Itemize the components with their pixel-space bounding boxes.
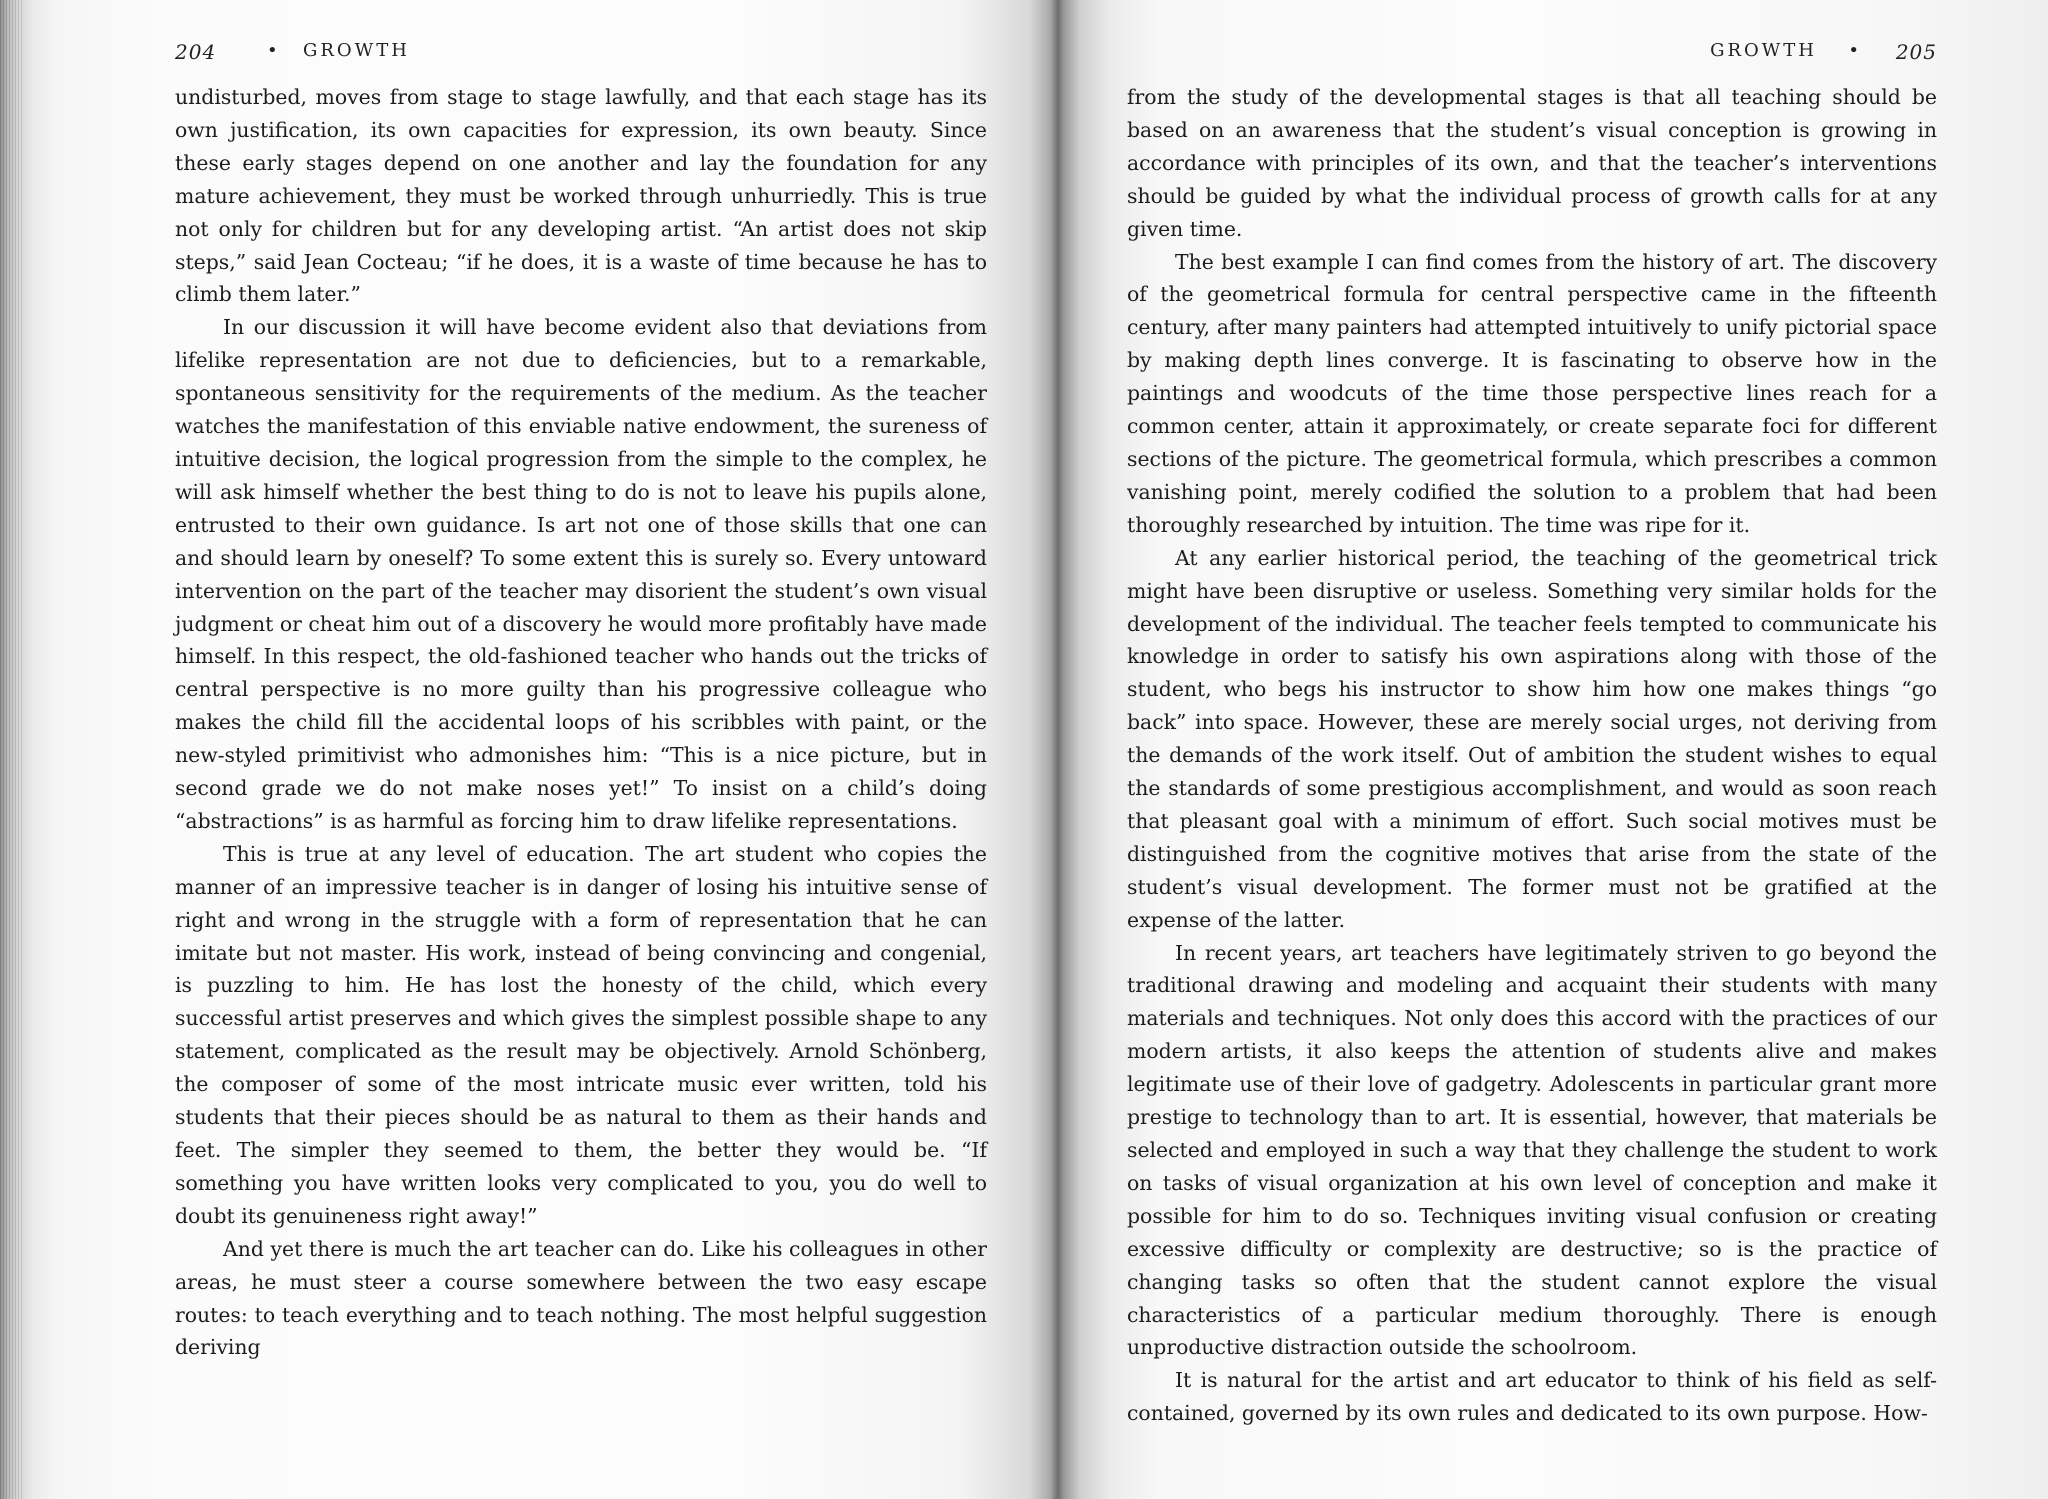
paragraph: In recent years, art teachers have legitimately striven to go beyond the traditional drawing and modeling and acquaint their students with many materials and techniques. Not only does this accord with the practices of our modern artists, it also keeps the attention of students alive and makes legitimate use of their love of gadgetry. Adolescents in particular grant more prestige to technology than to art. It is essential, however, that materials be selected and employed in such a way that they challenge the student to work on tasks of visual organization at his own level of conception and make it possible for him to do so. Techniques inviting visual confusion or creating excessive difficulty or complexity are destructive; so is the practice of changing tasks so often that the student cannot explore the visual characteristics of a particular medium thoroughly. There is enough unproductive distraction outside the schoolroom. bbox=[1127, 940, 1937, 1360]
running-head-left bbox=[175, 40, 987, 68]
page-number: 204 bbox=[175, 40, 217, 64]
paragraph: It is natural for the artist and art educator to think of his field as self-contained, governed by its own rules and dedicated to its own purpose. How- bbox=[1127, 1368, 1937, 1426]
paragraph: This is true at any level of education. The art student who copies the manner of an impressive teacher is in danger of losing his intuitive sense of right and wrong in the struggle with a form of representation that he can imitate but not master. His work, instead of being convincing and congenial, is puzzling to him. He has lost the honesty of the child, which every successful artist preserves and which gives the simplest possible shape to any statement, complicated as the result may be objectively. Arnold Schönberg, the composer of some of the most intricate music ever written, told his students that their pieces should be as natural to them as their hands and feet. The simpler they seemed to them, the better they would be. “If something you have written looks very complicated to you, you do well to doubt its genuineness right away!” bbox=[175, 841, 987, 1228]
page-stack-edge bbox=[0, 0, 22, 1499]
running-head-right bbox=[1127, 40, 1937, 68]
running-head-title: GROWTH bbox=[303, 40, 410, 61]
bullet-separator: • bbox=[267, 40, 281, 61]
paragraph: The best example I can find comes from the history of art. The discovery of the geometrical formula for central perspective came in the fifteenth century, after many painters had attempted intuitively to unify pictorial space by making depth lines converge. It is fascinating to observe how in the paintings and woodcuts of the time those perspective lines reach for a common center, attain it approximately, or create separate foci for different sections of the picture. The geometrical formula, which prescribes a common vanishing point, merely codified the solution to a problem that had been thoroughly researched by intuition. The time was ripe for it. bbox=[1127, 249, 1937, 537]
paragraph: undisturbed, moves from stage to stage lawfully, and that each stage has its own justification, its own capacities for expression, its own beauty. Since these early stages depend on one another and lay the foundation for any mature achievement, they must be worked through unhurriedly. This is true not only for children but for any developing artist. “An artist does not skip steps,” said Jean Cocteau; “if he does, it is a waste of time because he has to climb them later.” bbox=[175, 85, 987, 307]
body-text bbox=[175, 81, 987, 1364]
page-number: 205 bbox=[1895, 40, 1937, 64]
bullet-separator: • bbox=[1848, 40, 1862, 61]
paragraph: At any earlier historical period, the teaching of the geometrical trick might have been disruptive or useless. Something very similar holds for the development of the individual. The teacher feels tempted to communicate his knowledge in order to satisfy his own aspirations along with those of the student, who begs his instructor to show him how one makes things “go back” into space. However, these are merely social urges, not deriving from the demands of the work itself. Out of ambition the student wishes to equal the standards of some prestigious accomplishment, and would as soon reach that pleasant goal with a minimum of effort. Such social motives must be distinguished from the cognitive motives that arise from the state of the student’s visual development. The former must not be gratified at the expense of the latter. bbox=[1127, 545, 1937, 932]
paragraph: from the study of the developmental stages is that all teaching should be based on an awareness that the student’s visual conception is growing in accordance with principles of its own, and that the teacher’s interventions should be guided by what the individual process of growth calls for at any given time. bbox=[1127, 85, 1937, 241]
paragraph: And yet there is much the art teacher can do. Like his colleagues in other areas, he must steer a course somewhere between the two easy escape routes: to teach everything and to teach nothing. The most helpful suggestion deriving bbox=[175, 1236, 987, 1360]
body-text bbox=[1127, 81, 1937, 1430]
running-head-title: GROWTH bbox=[1710, 40, 1817, 61]
paragraph: In our discussion it will have become evident also that deviations from lifelike representation are not due to deficiencies, but to a remarkable, spontaneous sensitivity for the requirements of the medium. As the teacher watches the manifestation of this enviable native endowment, the sureness of intuitive decision, the logical progression from the simple to the complex, he will ask himself whether the best thing to do is not to leave his pupils alone, entrusted to their own guidance. Is art not one of those skills that one can and should learn by oneself? To some extent this is surely so. Every untoward intervention on the part of the teacher may disorient the student’s own visual judgment or cheat him out of a discovery he would more profitably have made himself. In this respect, the old-fashioned teacher who hands out the tricks of central perspective is no more guilty than his progressive colleague who makes the child fill the accidental loops of his scribbles with paint, or the new-styled primitivist who admonishes him: “This is a nice picture, but in second grade we do not make noses yet!” To insist on a child’s doing “abstractions” is as harmful as forcing him to draw lifelike representations. bbox=[175, 315, 987, 833]
